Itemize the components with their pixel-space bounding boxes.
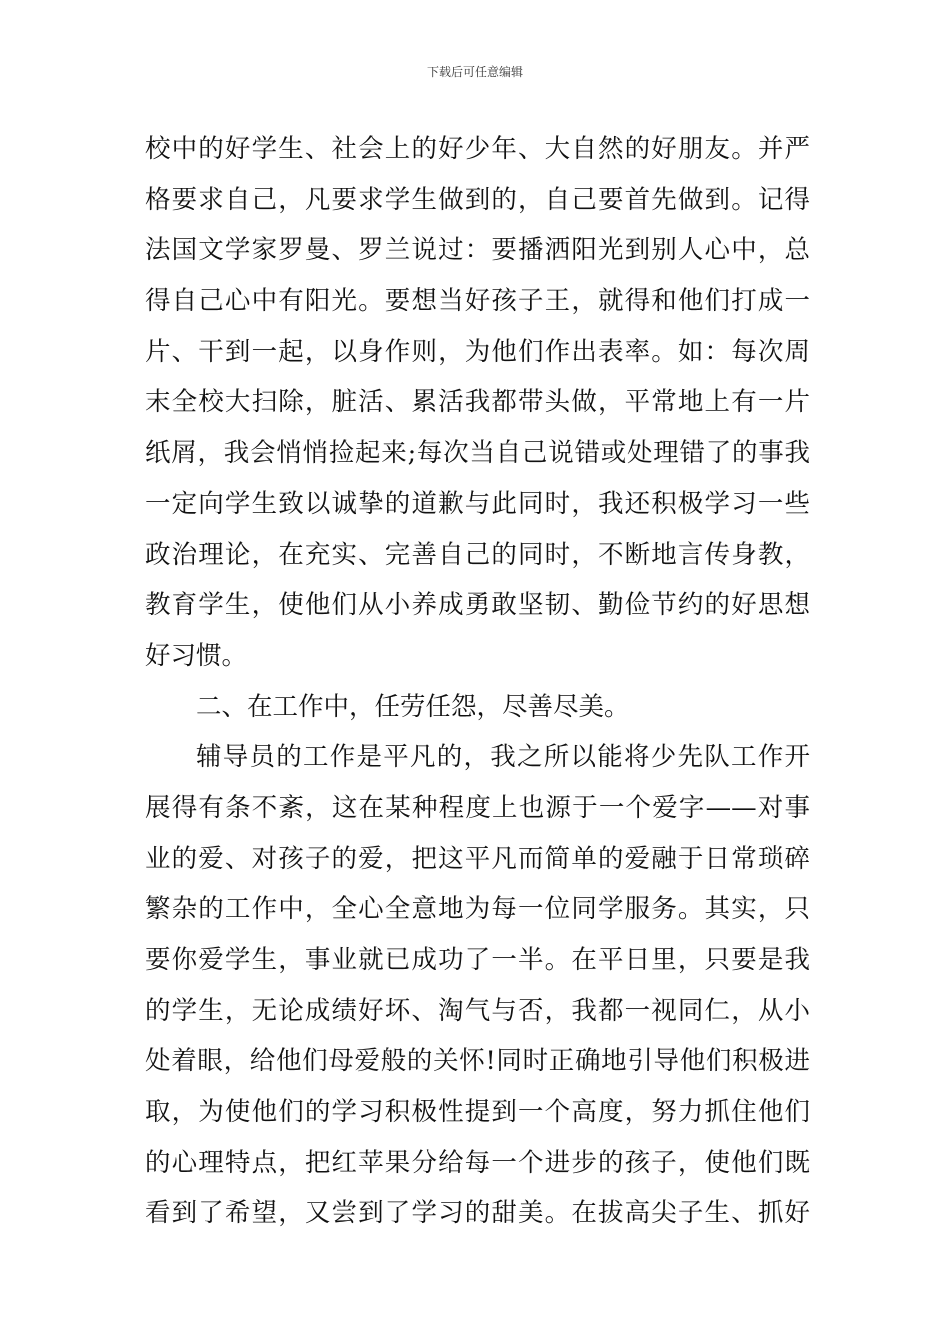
document-body [145, 124, 810, 1239]
text-line: 的学生，无论成绩好坏、淘气与否，我都一视同仁，从小 [145, 995, 810, 1026]
text-line: 好习惯。 [145, 640, 248, 671]
text-line: 片、干到一起，以身作则，为他们作出表率。如：每次周 [145, 336, 810, 367]
text-line: 二、在工作中，任劳任怨，尽善尽美。 [196, 691, 630, 722]
text-line: 业的爱、对孩子的爱，把这平凡而简单的爱融于日常琐碎 [145, 843, 810, 874]
page-header: 下载后可任意编辑 [426, 65, 523, 79]
text-line: 的心理特点，把红苹果分给每一个进步的孩子，使他们既 [145, 1147, 810, 1178]
text-line: 繁杂的工作中，全心全意地为每一位同学服务。其实，只 [145, 894, 810, 925]
text-line: 政治理论，在充实、完善自己的同时，不断地言传身教， [145, 539, 810, 570]
text-line: 格要求自己，凡要求学生做到的，自己要首先做到。记得 [145, 184, 810, 215]
text-line: 得自己心中有阳光。要想当好孩子王，就得和他们打成一 [145, 286, 810, 317]
text-line: 处着眼，给他们母爱般的关怀!同时正确地引导他们积极进 [145, 1046, 810, 1077]
text-line: 看到了希望，又尝到了学习的甜美。在拔高尖子生、抓好 [145, 1198, 810, 1229]
text-line: 法国文学家罗曼、罗兰说过：要播洒阳光到别人心中，总 [145, 235, 810, 266]
text-line: 要你爱学生，事业就已成功了一半。在平日里，只要是我 [145, 945, 810, 975]
text-line: 纸屑，我会悄悄捡起来;每次当自己说错或处理错了的事我 [145, 438, 810, 469]
text-line: 校中的好学生、社会上的好少年、大自然的好朋友。并严 [145, 134, 810, 164]
text-line: 教育学生，使他们从小养成勇敢坚韧、勤俭节约的好思想 [145, 590, 810, 621]
text-line: 辅导员的工作是平凡的，我之所以能将少先队工作开 [196, 742, 810, 773]
text-line: 取，为使他们的学习积极性提到一个高度，努力抓住他们 [145, 1097, 810, 1128]
text-line: 一定向学生致以诚挚的道歉与此同时，我还积极学习一些 [145, 488, 810, 519]
text-line: 展得有条不紊，这在某种程度上也源于一个爱字——对事 [145, 792, 810, 823]
text-line: 末全校大扫除，脏活、累活我都带头做，平常地上有一片 [145, 387, 810, 418]
